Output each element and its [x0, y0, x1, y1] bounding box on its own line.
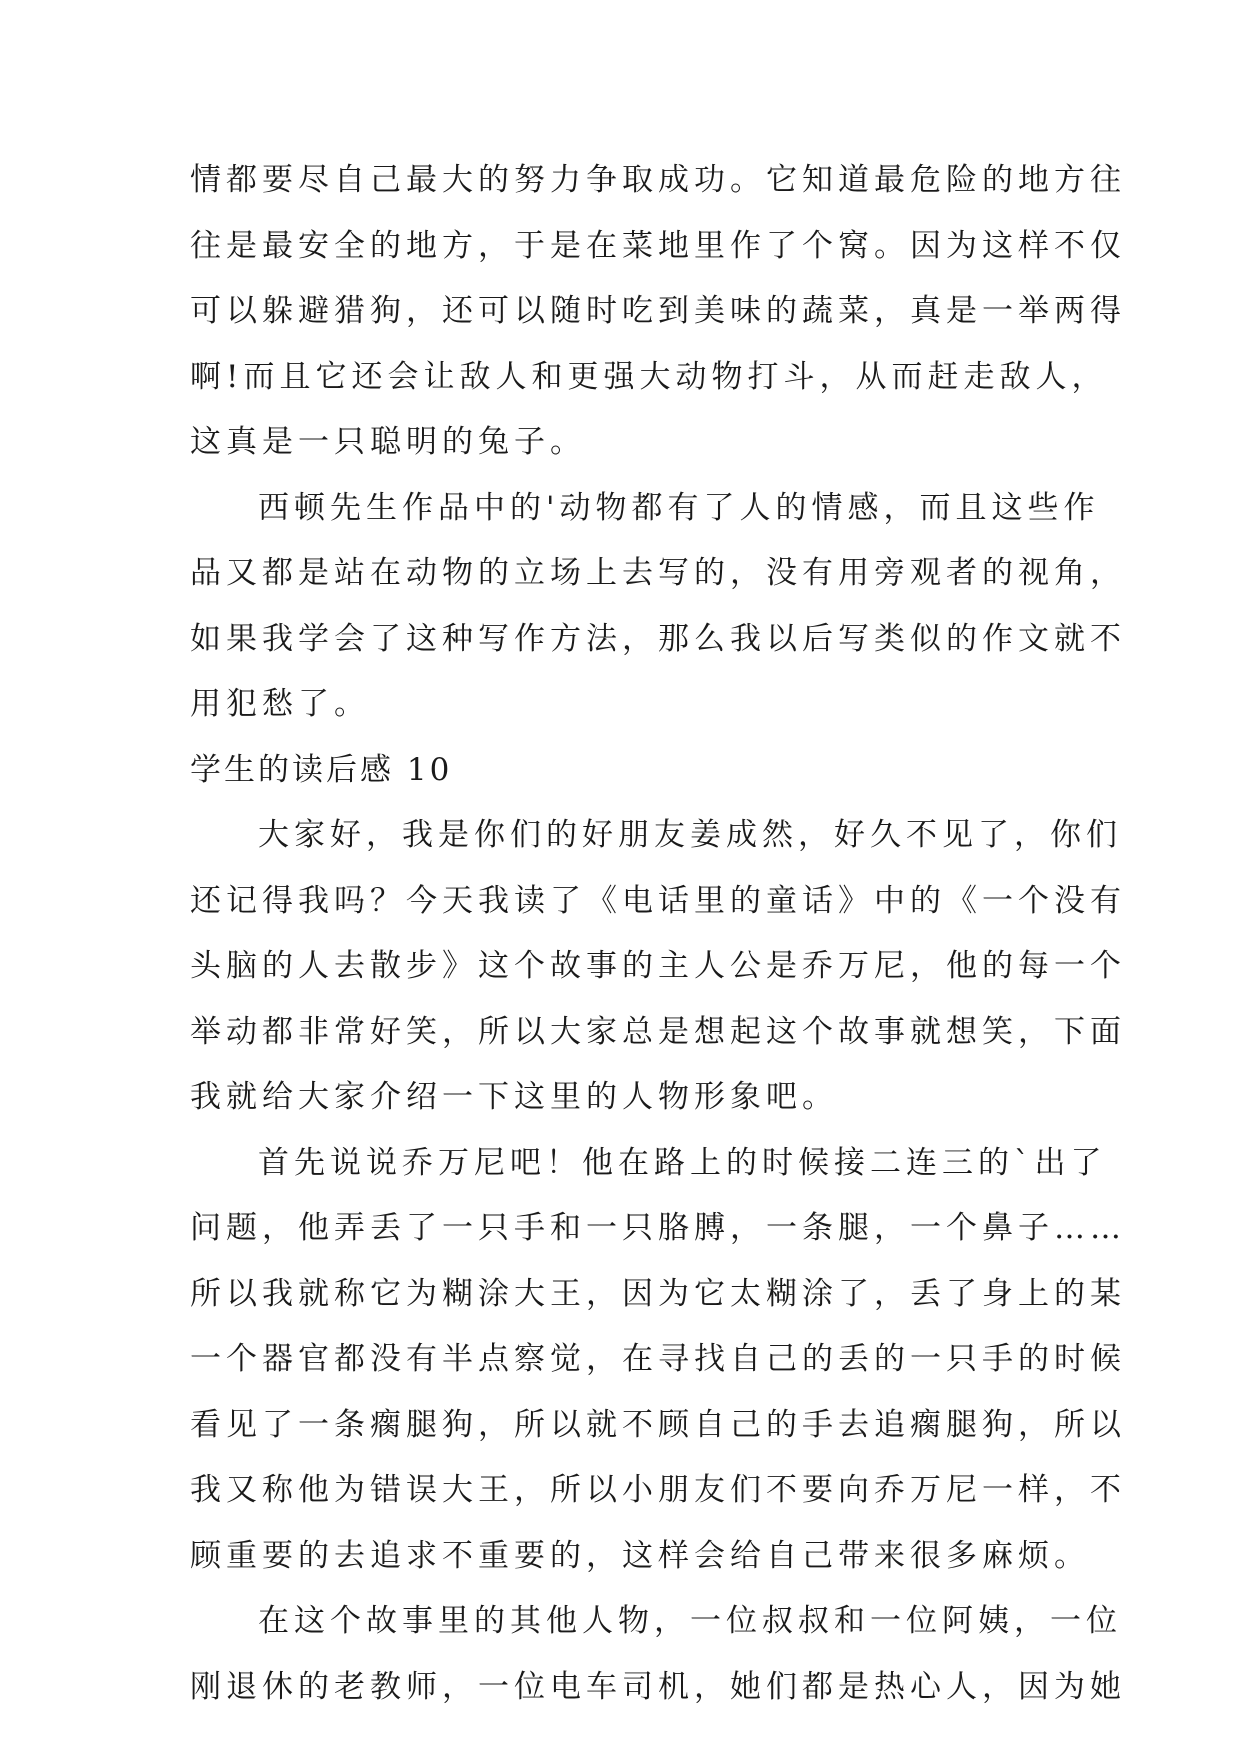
text-line: 头脑的人去散步》这个故事的主人公是乔万尼，他的每一个: [190, 948, 1126, 984]
text-line: 举动都非常好笑，所以大家总是想起这个故事就想笑，下面: [190, 1013, 1126, 1050]
text-line: 我就给大家介绍一下这里的人物形象吧。: [190, 1079, 838, 1115]
text-line: 往是最安全的地方，于是在菜地里作了个窝。因为这样不仅: [190, 227, 1126, 264]
text-line: 在这个故事里的其他人物，一位叔叔和一位阿姨，一位: [258, 1603, 1122, 1639]
text-line: 我又称他为错误大王，所以小朋友们不要向乔万尼一样，不: [190, 1472, 1126, 1508]
document-body: [190, 148, 1126, 1720]
text-line: 情都要尽自己最大的努力争取成功。它知道最危险的地方往: [190, 162, 1126, 198]
text-line: 还记得我吗？今天我读了《电话里的童话》中的《一个没有: [190, 882, 1126, 919]
text-line: 啊!而且它还会让敌人和更强大动物打斗，从而赶走敌人，: [190, 358, 1108, 395]
text-line: 顾重要的去追求不重要的，这样会给自己带来很多麻烦。: [190, 1537, 1090, 1574]
paragraph-introduction: [190, 803, 1126, 1131]
text-line: 问题，他弄丢了一只手和一只胳膊，一条腿，一个鼻子……: [190, 1210, 1126, 1246]
paragraph-seton-works: [190, 476, 1126, 738]
text-line: 首先说说乔万尼吧！他在路上的时候接二连三的`出了: [258, 1144, 1107, 1181]
paragraph-rabbit-continued: [190, 148, 1126, 476]
section-title: 学生的读后感 10: [190, 751, 453, 788]
text-line: 大家好，我是你们的好朋友姜成然，好久不见了，你们: [258, 817, 1122, 853]
text-line: 刚退休的老教师，一位电车司机，她们都是热心人，因为她: [190, 1668, 1126, 1705]
text-line: 看见了一条瘸腿狗，所以就不顾自己的手去追瘸腿狗，所以: [190, 1406, 1126, 1443]
paragraph-giovanni: [190, 1131, 1126, 1590]
text-line: 这真是一只聪明的兔子。: [190, 424, 586, 460]
text-line: 品又都是站在动物的立场上去写的，没有用旁观者的视角，: [190, 555, 1126, 591]
text-line: 所以我就称它为糊涂大王，因为它太糊涂了，丢了身上的某: [190, 1275, 1126, 1312]
text-line: 西顿先生作品中的'动物都有了人的情感，而且这些作: [258, 489, 1100, 526]
paragraph-other-characters: [190, 1589, 1126, 1720]
text-line: 一个器官都没有半点察觉，在寻找自己的丢的一只手的时候: [190, 1341, 1126, 1377]
text-line: 可以躲避猎狗，还可以随时吃到美味的蔬菜，真是一举两得: [190, 293, 1126, 329]
text-line: 用犯愁了。: [190, 686, 370, 722]
text-line: 如果我学会了这种写作方法，那么我以后写类似的作文就不: [190, 620, 1126, 657]
